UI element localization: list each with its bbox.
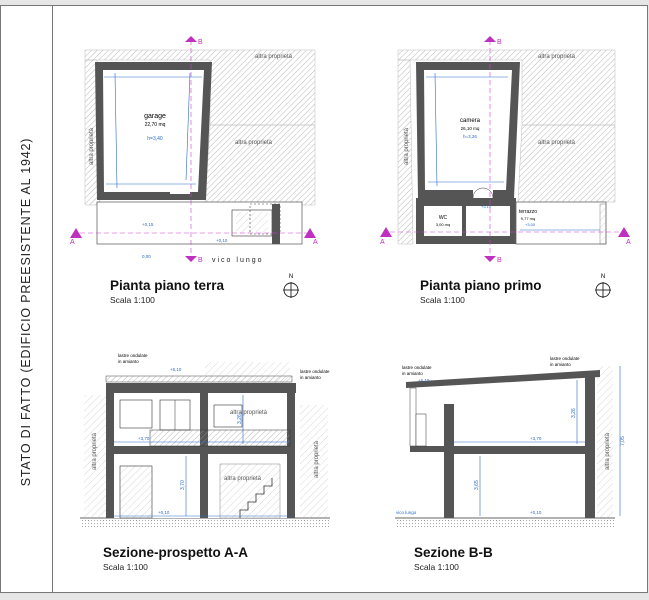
title-first-floor: Pianta piano primo: [420, 278, 542, 293]
title-ground-floor: Pianta piano terra: [110, 278, 225, 293]
roof-note-1: lastre ondulate: [118, 353, 148, 358]
section-marker-b-bottom: B: [497, 257, 502, 264]
section-bb: [395, 356, 626, 528]
garage-opening: [170, 186, 190, 194]
wc-room: [424, 206, 462, 236]
ground-strip: [80, 518, 330, 528]
section-arrow-b-bottom: [484, 256, 496, 262]
roof-sheet: [106, 376, 292, 382]
roof-note-left-2: in amianto: [402, 371, 423, 376]
roof-note-left-1: lastre ondulate: [402, 365, 432, 370]
garage-interior: [103, 70, 204, 192]
first-floor-plan: [380, 36, 631, 264]
roof-slab: [106, 383, 296, 393]
room-height: h=3,26: [463, 134, 477, 139]
level-mid: +3,70: [138, 436, 150, 441]
level-a: +0,15: [142, 222, 154, 227]
scale-section-aa: Scala 1:100: [103, 562, 148, 572]
roof-note-1: lastre ondulate: [550, 356, 580, 361]
corridor: [466, 206, 510, 236]
scale-ground-floor: Scala 1:100: [110, 295, 155, 305]
dim-lower-value: 3,65: [474, 480, 480, 490]
neighbor-label-top: altra proprietà: [538, 54, 576, 60]
dim-upper-value: 3,26: [237, 414, 243, 424]
section-marker-b-top: B: [497, 39, 502, 46]
terrace-railing: [600, 204, 606, 244]
neighbor-label-low: altra proprietà: [224, 476, 262, 482]
neighbor-label-mid: altra proprietà: [230, 410, 268, 416]
courtyard: [97, 202, 302, 244]
window-left: [120, 400, 152, 428]
room-area: 26,10 mq: [460, 126, 480, 131]
section-marker-a-right: A: [313, 239, 318, 246]
level-b: +3,00: [525, 222, 536, 227]
section-arrow-a-right: [618, 227, 630, 237]
section-marker-b-top: B: [198, 39, 203, 46]
neighbor-label-left: altra proprietà: [89, 127, 95, 165]
section-marker-a-left: A: [70, 239, 75, 246]
floor-slab: [106, 446, 295, 454]
garage-height: h=3,40: [147, 136, 163, 142]
terrace-slab: [410, 446, 444, 452]
street-label: vico lungo: [212, 257, 264, 264]
neighbor-label-right: altra proprietà: [538, 140, 576, 146]
wc-label: WC: [438, 215, 448, 221]
section-arrow-b-top: [185, 36, 197, 42]
section-aa: [80, 353, 330, 528]
wc-area: 3,00 mq: [435, 222, 451, 227]
level-c: 0,00: [142, 254, 151, 259]
ground-right-wall: [272, 204, 280, 244]
ground-strip: [395, 518, 615, 528]
level-a: +3,10: [481, 204, 492, 209]
dim-total-value: 7,05: [620, 436, 626, 446]
section-arrow-b-top: [484, 36, 496, 42]
parapet-left: [444, 404, 454, 446]
level-ground: +0,10: [530, 510, 542, 515]
neighbor-label-right: altra proprietà: [605, 432, 611, 470]
svg-text:N: N: [288, 274, 294, 280]
terrace-area: 9,77 mq: [520, 216, 536, 221]
title-section-bb: Sezione B-B: [414, 545, 493, 560]
room-label: camera: [459, 118, 481, 124]
title-section-aa: Sezione-prospetto A-A: [103, 545, 248, 560]
level-b: +0,10: [216, 238, 228, 243]
neighbor-label-top: altra proprietà: [255, 54, 293, 60]
stair-area: [220, 464, 280, 518]
wall-left-upper: [410, 388, 416, 446]
roof-slab: [406, 370, 600, 388]
neighbor-label-right: altra proprietà: [314, 440, 320, 478]
wall-right: [287, 393, 295, 518]
section-marker-b-bottom: B: [198, 257, 203, 264]
neighbor-hatch-right: [518, 125, 615, 202]
scale-section-bb: Scala 1:100: [414, 562, 459, 572]
stair-steps: [236, 212, 268, 234]
dim-lower-value: 3,70: [180, 480, 186, 490]
terrace-label: terrazzo: [518, 209, 538, 215]
level-mid: +3,70: [530, 436, 542, 441]
north-symbol-ground: [283, 274, 299, 298]
neighbor-label-right: altra proprietà: [235, 140, 273, 146]
garage-area: 22,70 mq: [144, 122, 166, 128]
neighbor-hatch-right: [205, 125, 315, 205]
roof-note-2: in amianto: [550, 362, 571, 367]
scale-first-floor: Scala 1:100: [420, 295, 465, 305]
section-marker-a-left: A: [380, 239, 385, 246]
door-upper: [416, 414, 426, 446]
roof-note-2: in amianto: [118, 359, 139, 364]
neighbor-label-left: altra proprietà: [92, 432, 98, 470]
garage-door: [120, 466, 152, 518]
roof-note-right-2: in amianto: [300, 375, 321, 380]
neighbor-label-left: altra proprietà: [404, 127, 410, 165]
level-top: +6,10: [418, 378, 430, 383]
street-label: vico lungo: [396, 510, 417, 515]
svg-text:N: N: [600, 274, 606, 280]
sheet-side-label: STATO DI FATTO (EDIFICIO PREESISTENTE AL 1942): [19, 137, 33, 487]
section-arrow-b-bottom: [185, 256, 197, 262]
garage-label: garage: [144, 113, 166, 120]
ground-floor-plan: [70, 36, 318, 264]
wall-mid: [200, 393, 208, 518]
section-marker-a-right: A: [626, 239, 631, 246]
level-ground: +0,10: [158, 510, 170, 515]
north-symbol-first: [595, 274, 611, 298]
wall-left-lower: [444, 454, 454, 518]
roof-note-right-1: lastre ondulate: [300, 369, 330, 374]
wall-left: [106, 393, 114, 518]
floor-slab: [444, 446, 595, 454]
balcony-railing: [150, 430, 290, 446]
dim-upper-value: 3,26: [571, 408, 577, 418]
level-top: +6,10: [170, 367, 182, 372]
